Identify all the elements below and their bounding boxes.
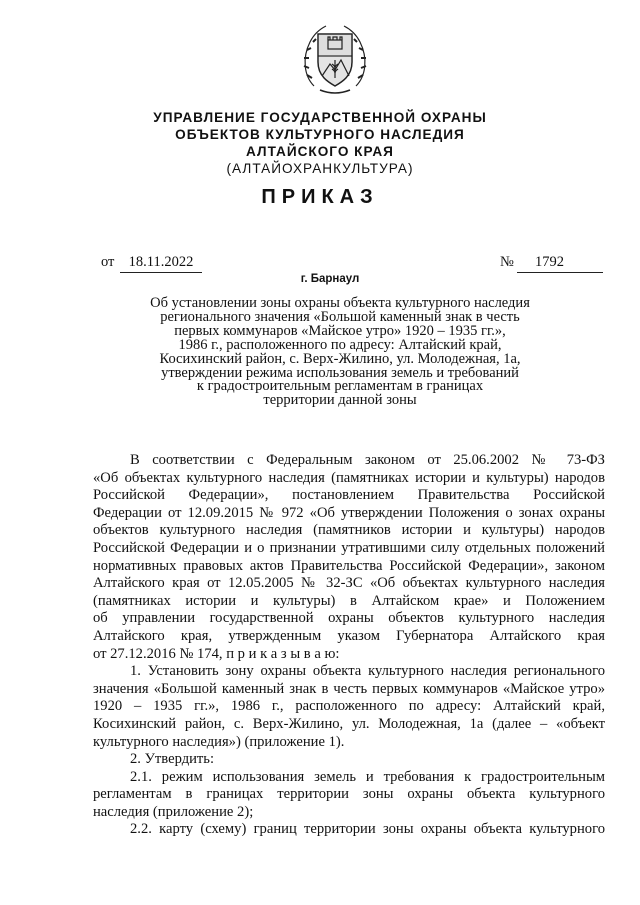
subject-line: Косихинский район, с. Верх-Жилино, ул. Молодежная, 1а, — [159, 350, 521, 367]
body-line: наследия (приложение 2); — [93, 803, 254, 820]
body-line: от 27.12.2016 № 174, п р и к а з ы в а ю: — [93, 645, 340, 662]
body-line: об управлении государственной охраны объектов культурного наследия — [93, 610, 605, 627]
body-line: регламентам в границах территории зоны охраны объекта культурного — [93, 786, 605, 803]
subject-line: утверждении режима использования земель и требований — [161, 364, 519, 381]
order-body — [93, 452, 605, 839]
org-name-line-2: ОБЪЕКТОВ КУЛЬТУРНОГО НАСЛЕДИЯ — [175, 127, 465, 142]
body-line: культурного наследия») (приложение 1). — [93, 733, 345, 750]
subject-line: первых коммунаров «Майское утро» 1920 – 1935 гг.», — [174, 322, 506, 339]
body-line: Алтайского края, утвержденным указом Губернатора Алтайского края — [93, 627, 605, 644]
subject-line: территории данной зоны — [263, 392, 417, 409]
body-line: Косихинский район, с. Верх-Жилино, ул. Молодежная, 1а (далее – «объект — [93, 715, 605, 732]
body-line: 2.2. карту (схему) границ территории зоны охраны объекта культурного — [130, 821, 605, 838]
org-name-line-1: УПРАВЛЕНИЕ ГОСУДАРСТВЕННОЙ ОХРАНЫ — [153, 110, 487, 125]
coat-of-arms-emblem — [300, 20, 370, 98]
document-title: ПРИКАЗ — [261, 186, 379, 208]
body-line: (памятниках истории и культуры) в Алтайском крае» и Положением — [93, 592, 605, 609]
body-line: Алтайского края от 12.05.2005 № 32-ЗС «Об объектах культурного наследия — [93, 575, 605, 592]
org-short-name: (АЛТАЙОХРАНКУЛЬТУРА) — [226, 161, 414, 176]
subject-line: Об установлении зоны охраны объекта культурного наследия — [150, 295, 530, 311]
body-line: 1. Установить зону охраны объекта культурного наследия регионального — [130, 663, 605, 680]
subject-line: к градостроительным регламентам в границах — [196, 378, 484, 395]
date-prefix: от — [101, 254, 115, 270]
body-line: Федерации от 12.09.2015 № 972 «Об утверждении Положения о зонах охраны — [93, 504, 605, 521]
body-line: Российской Федерации и о признании утратившими силу отдельных положений — [93, 539, 605, 556]
subject-line: регионального значения «Большой каменный знак в честь — [160, 308, 520, 325]
body-line: Российской Федерации», постановлением Правительства Российской — [93, 487, 605, 504]
subject-line: 1986 г., расположенного по адресу: Алтайский край, — [178, 336, 502, 353]
order-subject — [120, 297, 560, 408]
number-prefix: № — [500, 254, 514, 270]
body-line: В соответствии с Федеральным законом от 25.06.2002 № 73-ФЗ — [130, 452, 605, 468]
city: г. Барнаул — [300, 273, 360, 285]
org-name-line-3: АЛТАЙСКОГО КРАЯ — [246, 144, 394, 159]
body-line: 2.1. режим использования земель и требования к градостроительным — [130, 768, 605, 785]
order-date: 18.11.2022 — [120, 254, 202, 273]
body-line: значения «Большой каменный знак в честь первых коммунаров «Майское утро» — [93, 680, 605, 697]
body-line: «Об объектах культурного наследия (памятниках истории и культуры) народов — [93, 469, 605, 486]
body-line: объектов культурного наследия (памятников истории и культуры) народов — [93, 522, 605, 539]
order-number: 1792 — [517, 254, 603, 273]
body-line: 2. Утвердить: — [130, 751, 215, 768]
body-line: нормативных правовых актов Правительства Российской Федерации», законом — [93, 557, 605, 574]
body-line: 1920 – 1935 гг.», 1986 г., расположенного по адресу: Алтайский край, — [93, 698, 605, 715]
